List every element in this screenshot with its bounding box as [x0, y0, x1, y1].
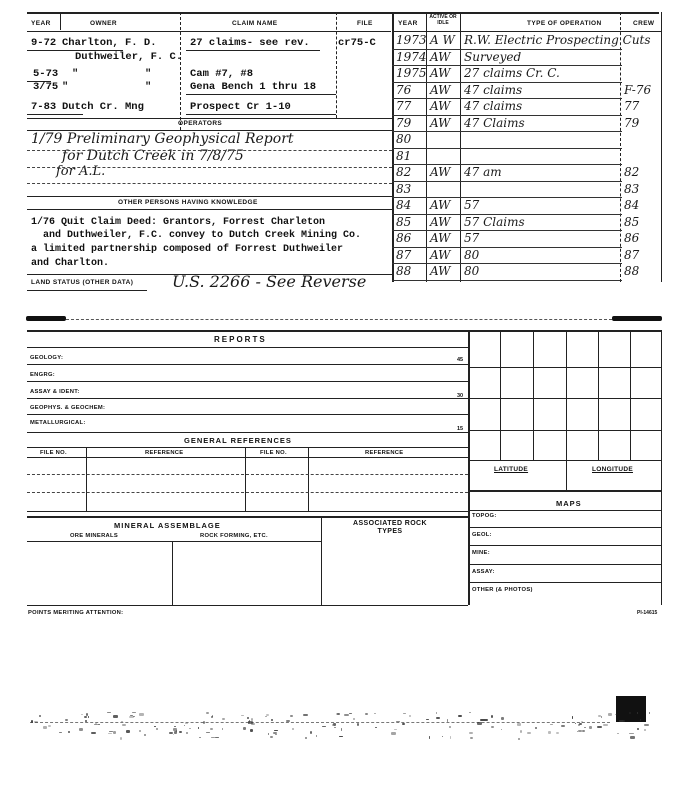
claim-year: 3/75: [33, 81, 59, 93]
activity-active: AW: [430, 264, 451, 278]
activity-crew: 79: [624, 115, 640, 130]
rock-forming-label: ROCK FORMING, ETC.: [200, 533, 268, 539]
header-claim-name: CLAIM NAME: [232, 20, 278, 27]
scan-speck: [597, 726, 602, 728]
scan-speck: [126, 730, 130, 732]
claim-name: Cam #7, #8: [190, 68, 254, 80]
scan-speck: [322, 726, 326, 727]
claim-owner: ": [62, 81, 69, 93]
scan-speck: [250, 729, 253, 732]
header-year: YEAR: [31, 20, 51, 27]
reports-section: [0, 300, 678, 620]
scan-speck: [582, 730, 584, 733]
latitude-label: LATITUDE: [494, 466, 529, 473]
header-owner: OWNER: [90, 20, 117, 27]
scan-speck: [68, 731, 71, 733]
scan-speck: [601, 716, 603, 718]
scan-speck: [139, 713, 144, 716]
claim-owner: ": [72, 68, 79, 80]
activity-year: 88: [396, 264, 412, 278]
scan-speck: [391, 732, 396, 735]
activity-row: [392, 165, 662, 182]
scan-speck: [649, 712, 650, 714]
activity-active: AW: [430, 115, 451, 130]
scan-speck: [535, 727, 537, 730]
scan-speck: [357, 723, 359, 726]
activity-type: 27 claims Cr. C.: [464, 66, 560, 80]
scan-speck: [303, 714, 308, 716]
claims-section: [0, 0, 678, 300]
activity-year: 86: [396, 231, 412, 245]
activity-year: 84: [396, 198, 412, 212]
activity-active: AW: [430, 198, 451, 212]
activity-active: AW: [430, 99, 451, 113]
scan-speck: [88, 716, 89, 719]
scan-speck: [305, 737, 307, 739]
report-number: 15: [457, 426, 464, 432]
scan-speck: [619, 720, 624, 722]
scan-speck: [548, 731, 552, 733]
operators-note-line: for Dutch Creek in 7/8/75: [62, 148, 244, 164]
scan-speck: [339, 736, 343, 738]
scan-artifacts: [0, 690, 678, 800]
activity-row: [392, 182, 662, 199]
report-number: 30: [457, 393, 464, 399]
scan-speck: [154, 726, 156, 727]
activity-active: AW: [430, 231, 451, 245]
activity-type: 47 claims: [464, 82, 523, 97]
scan-speck: [48, 725, 51, 727]
scan-speck: [94, 724, 98, 725]
operators-label: OPERATORS: [178, 120, 223, 127]
activity-active: AW: [430, 49, 451, 64]
scan-speck: [144, 734, 146, 736]
claim-year: 9-72: [31, 37, 57, 49]
scan-speck: [527, 732, 531, 734]
scan-speck: [402, 723, 405, 725]
scan-speck: [211, 716, 213, 718]
activity-crew: 77: [624, 99, 640, 113]
activity-year: 82: [396, 165, 412, 179]
report-row: [27, 381, 468, 398]
activity-active: AW: [430, 247, 451, 262]
scan-speck: [518, 738, 520, 740]
scan-speck: [43, 726, 47, 729]
activity-year: 85: [396, 214, 412, 229]
scan-speck: [34, 721, 37, 723]
activity-year: 1974: [396, 49, 427, 64]
activity-type: 47 Claims: [464, 115, 525, 130]
scan-speck: [132, 712, 136, 713]
maps-assay: ASSAY:: [472, 569, 495, 575]
scan-speck: [120, 737, 121, 740]
report-label: ENGRG:: [30, 372, 55, 378]
maps-other: OTHER (& PHOTOS): [472, 587, 533, 593]
scan-speck: [84, 716, 87, 719]
scan-speck: [436, 712, 437, 713]
activity-type: 47 claims: [464, 99, 523, 113]
scan-speck: [91, 732, 96, 734]
scan-speck: [265, 716, 267, 718]
maps-title: MAPS: [556, 499, 582, 508]
scan-speck: [251, 723, 255, 726]
scan-speck: [129, 716, 133, 718]
scan-speck: [241, 715, 245, 716]
scan-speck: [247, 717, 249, 719]
report-label: METALLURGICAL:: [30, 420, 86, 426]
activity-crew: 86: [624, 231, 640, 245]
activity-row: [392, 116, 662, 133]
reports-title: REPORTS: [214, 335, 267, 344]
maps-topog: TOPOG:: [472, 513, 497, 519]
scan-speck: [589, 726, 592, 729]
scan-speck: [550, 724, 553, 726]
scan-speck: [333, 723, 336, 726]
activity-row: [392, 149, 662, 166]
scan-speck: [292, 728, 294, 730]
scan-speck: [186, 732, 188, 734]
scan-speck: [442, 736, 443, 737]
scan-speck: [349, 713, 352, 714]
scan-speck: [107, 712, 111, 713]
scan-speck: [491, 726, 494, 728]
activity-row: [392, 50, 662, 67]
activity-header-type: TYPE OF OPERATION: [527, 20, 602, 27]
scan-speck: [59, 732, 62, 734]
refs-col-reference-2: REFERENCE: [365, 450, 404, 456]
scan-speck: [199, 737, 202, 738]
activity-crew: 84: [624, 198, 640, 212]
scan-speck: [211, 737, 215, 738]
longitude-label: LONGITUDE: [592, 466, 633, 473]
activity-type: 57 Claims: [464, 214, 525, 229]
scan-speck: [198, 727, 199, 729]
activity-row: [392, 66, 662, 83]
activity-row: [392, 198, 662, 215]
ore-minerals-label: ORE MINERALS: [70, 533, 119, 539]
activity-active: A W: [430, 33, 455, 47]
report-label: ASSAY & IDENT:: [30, 389, 80, 395]
report-label: GEOPHYS. & GEOCHEM:: [30, 405, 106, 411]
scan-speck: [222, 718, 225, 720]
scan-speck: [608, 713, 612, 716]
scan-speck: [169, 732, 173, 733]
activity-row: [392, 132, 662, 149]
activity-row: [392, 248, 662, 265]
associated-rock-types-label: ASSOCIATED ROCK TYPES: [353, 520, 427, 535]
activity-header-year: YEAR: [398, 20, 418, 27]
other-persons-line: a limited partnership composed of Forrest Duthweiler: [31, 244, 344, 255]
activity-row: [392, 83, 662, 100]
report-row: [27, 347, 468, 364]
scan-speck: [316, 735, 317, 737]
activity-year: 87: [396, 247, 412, 262]
scan-speck: [156, 728, 158, 730]
scan-speck: [644, 724, 649, 726]
scan-speck: [637, 728, 639, 730]
scan-speck: [215, 737, 218, 738]
scan-speck: [617, 733, 620, 734]
activity-header-active: ACTIVE OR IDLE: [429, 14, 457, 26]
claim-file: cr75-C: [338, 37, 376, 49]
activity-crew: F-76: [624, 82, 652, 97]
claim-owner-ditto: ": [145, 81, 152, 93]
points-meriting-attention: POINTS MERITING ATTENTION:: [28, 610, 124, 616]
scan-speck: [572, 716, 573, 719]
scan-speck: [113, 715, 117, 718]
claim-owner: Duthweiler, F. C.: [75, 51, 183, 63]
scan-speck: [210, 728, 213, 730]
operators-note-line: 1/79 Preliminary Geophysical Report: [31, 131, 294, 147]
refs-col-file-no: FILE NO.: [40, 450, 67, 456]
maps-mine: MINE:: [472, 550, 490, 556]
other-persons-line: and Charlton.: [31, 258, 110, 269]
activity-type: 80: [464, 264, 480, 278]
scan-speck: [189, 728, 191, 729]
scan-speck: [337, 713, 340, 715]
scan-speck: [174, 731, 176, 734]
report-number: 45: [457, 357, 464, 363]
scan-speck: [469, 732, 473, 734]
activity-active: AW: [430, 214, 451, 229]
scan-speck: [579, 723, 582, 725]
general-references-title: GENERAL REFERENCES: [184, 436, 292, 445]
activity-year: 76: [396, 82, 412, 97]
scan-speck: [290, 715, 293, 717]
activity-type: 47 am: [464, 165, 502, 179]
land-status-label: LAND STATUS (OTHER DATA): [31, 279, 134, 286]
activity-row: [392, 33, 662, 50]
land-status-value: U.S. 2266 - See Reverse: [172, 272, 367, 291]
scan-speck: [396, 721, 400, 722]
claim-owner: Charlton, F. D.: [62, 37, 157, 49]
scan-speck: [310, 731, 312, 734]
claims-row: [0, 51, 392, 66]
activity-year: 1973: [396, 33, 427, 47]
report-row: [27, 398, 468, 415]
activity-active: AW: [430, 66, 451, 80]
activity-type: 80: [464, 247, 480, 262]
scan-speck: [275, 734, 277, 736]
scan-speck: [629, 733, 634, 735]
scan-speck: [268, 733, 270, 736]
scan-speck: [206, 712, 209, 714]
other-persons-label: OTHER PERSONS HAVING KNOWLEDGE: [118, 199, 258, 206]
activity-year: 79: [396, 115, 412, 130]
report-label: GEOLOGY:: [30, 355, 64, 361]
scan-speck: [174, 726, 176, 727]
activity-crew: 88: [624, 264, 640, 278]
scan-speck: [286, 720, 290, 722]
report-row: [27, 414, 468, 431]
scan-speck: [480, 719, 485, 721]
scan-speck: [469, 712, 471, 713]
scan-speck: [79, 728, 83, 731]
scan-speck: [113, 731, 116, 734]
scan-speck: [81, 714, 83, 716]
scan-speck: [394, 729, 397, 730]
scan-speck: [108, 733, 113, 735]
other-persons-line: 1/76 Quit Claim Deed: Grantors, Forrest Charleton: [31, 217, 326, 228]
scan-speck: [184, 725, 185, 726]
maps-geol: GEOL:: [472, 532, 492, 538]
scan-speck: [450, 736, 452, 739]
scan-speck: [449, 726, 451, 728]
claim-name: Gena Bench 1 thru 18: [190, 81, 317, 93]
scan-speck: [179, 731, 183, 733]
scan-speck: [644, 729, 646, 731]
other-persons-line: and Duthweiler, F.C. convey to Dutch Creek Mining Co.: [31, 230, 362, 241]
activity-year: 80: [396, 132, 412, 146]
activity-crew: 87: [624, 247, 640, 262]
scan-speck: [575, 723, 576, 724]
activity-year: 1975: [396, 66, 427, 80]
header-file: FILE: [357, 20, 373, 27]
scan-speck: [243, 727, 245, 730]
scan-speck: [470, 737, 473, 739]
scan-speck: [426, 719, 428, 720]
activity-row: [392, 99, 662, 116]
scan-speck: [122, 724, 126, 726]
scan-speck: [403, 713, 406, 714]
refs-col-file-no-2: FILE NO.: [260, 450, 287, 456]
scan-speck: [429, 736, 430, 738]
claim-name: Prospect Cr 1-10: [190, 101, 291, 113]
activity-crew: 83: [624, 181, 640, 196]
scan-speck: [139, 730, 141, 733]
activity-active: AW: [430, 82, 451, 97]
activity-type: 57: [464, 198, 480, 212]
scan-speck: [581, 721, 583, 723]
claim-year: 7-83: [31, 101, 57, 113]
scan-speck: [520, 730, 522, 732]
scan-speck: [65, 719, 68, 721]
scan-speck: [556, 732, 559, 735]
scan-speck: [39, 715, 41, 717]
form-number: PI-14615: [637, 610, 658, 616]
claim-owner: Dutch Cr. Mng: [62, 101, 144, 113]
activity-type: Surveyed: [464, 49, 522, 64]
scan-speck: [222, 728, 223, 730]
scan-speck: [374, 713, 376, 715]
activity-year: 81: [396, 148, 412, 163]
scan-speck: [491, 715, 493, 718]
scan-speck: [185, 723, 188, 725]
scan-speck: [477, 722, 482, 725]
claim-owner-ditto: ": [145, 68, 152, 80]
activity-header-crew: CREW: [633, 20, 655, 27]
activity-row: [392, 231, 662, 248]
report-row: [27, 364, 468, 381]
scan-speck: [375, 727, 377, 729]
activity-active: AW: [430, 165, 451, 179]
activity-type: R.W. Electric Prospecting Cuts: [464, 33, 651, 47]
scan-speck: [561, 725, 565, 727]
claim-year: 5-73: [33, 68, 59, 80]
scan-speck: [501, 717, 503, 719]
activity-crew: 82: [624, 165, 640, 179]
scan-speck: [270, 736, 274, 739]
activity-type: 57: [464, 231, 480, 245]
black-block: [616, 696, 646, 722]
scan-speck: [603, 724, 608, 726]
scan-speck: [353, 718, 354, 721]
operators-note-line: for A.L.: [56, 164, 106, 179]
scan-speck: [173, 728, 178, 731]
activity-year: 83: [396, 181, 412, 196]
mineral-assemblage-title: MINERAL ASSEMBLAGE: [114, 521, 221, 530]
scan-speck: [436, 717, 440, 719]
scan-speck: [517, 723, 521, 726]
scan-speck: [578, 730, 582, 733]
scan-speck: [203, 721, 205, 724]
activity-year: 77: [396, 99, 412, 113]
scan-speck: [334, 727, 336, 729]
scan-speck: [409, 715, 411, 717]
scan-speck: [630, 736, 634, 739]
claim-name: 27 claims- see rev.: [190, 37, 310, 49]
activity-row: [392, 215, 662, 232]
scan-speck: [501, 729, 503, 730]
activity-crew: 85: [624, 214, 640, 229]
scan-speck: [206, 732, 210, 733]
scan-speck: [341, 728, 343, 731]
activity-row: [392, 264, 662, 281]
refs-col-reference: REFERENCE: [145, 450, 184, 456]
scan-speck: [584, 727, 585, 728]
scan-speck: [344, 714, 349, 716]
scan-speck: [271, 719, 273, 722]
scan-speck: [365, 713, 368, 714]
scan-speck: [458, 715, 462, 717]
